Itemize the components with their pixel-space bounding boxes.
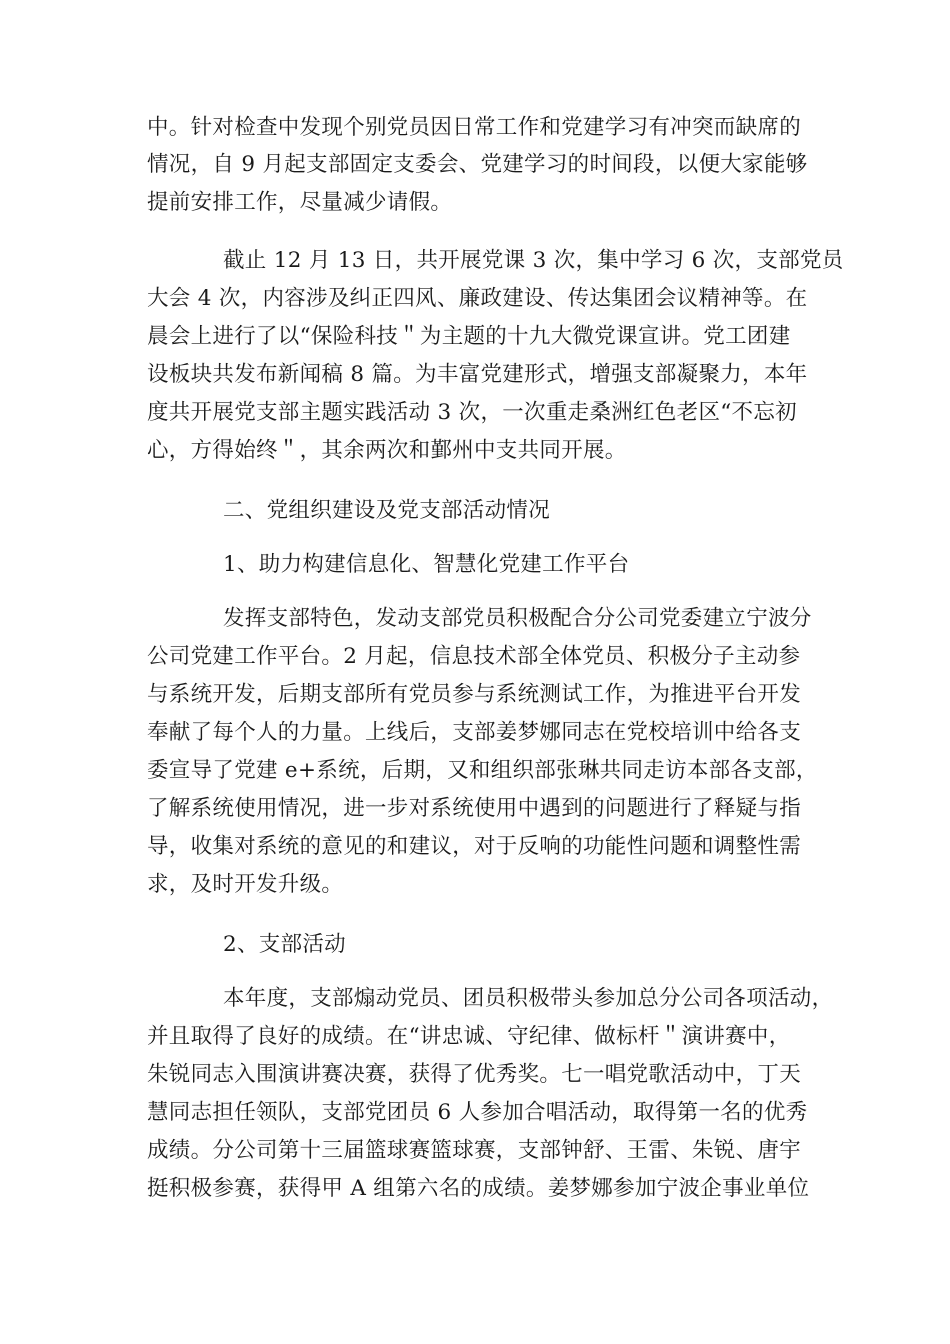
subsection-heading-1: 1、助力构建信息化、智慧化党建工作平台 [223, 552, 630, 577]
paragraph-1-line-3: 提前安排工作，尽量减少请假。 [147, 190, 453, 215]
paragraph-4-line-2: 并且取得了良好的成绩。在“讲忠诚、守纪律、做标杆＂演讲赛中， [147, 1024, 791, 1049]
paragraph-3-line-4: 奉献了每个人的力量。上线后，支部姜梦娜同志在党校培训中给各支 [147, 720, 802, 745]
subsection-heading-2: 2、支部活动 [223, 932, 346, 957]
paragraph-3-line-5: 委宣导了党建 e+系统，后期，又和组织部张琳共同走访本部各支部， [147, 758, 818, 783]
paragraph-4-line-5: 成绩。分公司第十三届篮球赛篮球赛，支部钟舒、王雷、朱锐、唐宇 [147, 1138, 802, 1163]
paragraph-4-line-3: 朱锐同志入围演讲赛决赛，获得了优秀奖。七一唱党歌活动中，丁天 [147, 1062, 802, 1087]
paragraph-2-line-1: 截止 12 月 13 日，共开展党课 3 次，集中学习 6 次，支部党员 [223, 248, 844, 273]
paragraph-2-line-2: 大会 4 次，内容涉及纠正四风、廉政建设、传达集团会议精神等。在 [147, 286, 808, 311]
paragraph-2-line-5: 度共开展党支部主题实践活动 3 次，一次重走桑洲红色老区“不忘初 [147, 400, 797, 425]
paragraph-3-line-6: 了解系统使用情况，进一步对系统使用中遇到的问题进行了释疑与指 [147, 796, 802, 821]
paragraph-4-line-4: 慧同志担任领队，支部党团员 6 人参加合唱活动，取得第一名的优秀 [147, 1100, 808, 1125]
paragraph-1-line-1: 中。针对检查中发现个别党员因日常工作和党建学习有冲突而缺席的 [147, 115, 802, 140]
paragraph-3-line-8: 求，及时开发升级。 [147, 872, 344, 897]
section-heading: 二、党组织建设及党支部活动情况 [223, 498, 551, 523]
paragraph-2-line-3: 晨会上进行了以“保险科技＂为主题的十九大微党课宣讲。党工团建 [147, 324, 791, 349]
paragraph-3-line-3: 与系统开发，后期支部所有党员参与系统测试工作，为推进平台开发 [147, 682, 802, 707]
paragraph-3-line-1: 发挥支部特色，发动支部党员积极配合分公司党委建立宁波分 [223, 606, 812, 631]
paragraph-2-line-4: 设板块共发布新闻稿 8 篇。为丰富党建形式，增强支部凝聚力，本年 [147, 362, 808, 387]
paragraph-3-line-2: 公司党建工作平台。2 月起，信息技术部全体党员、积极分子主动参 [147, 644, 801, 669]
paragraph-4-line-1: 本年度，支部煽动党员、团员积极带头参加总分公司各项活动， [223, 986, 834, 1011]
paragraph-2-line-6: 心，方得始终＂，其余两次和鄞州中支共同开展。 [147, 438, 627, 463]
paragraph-3-line-7: 导，收集对系统的意见的和建议，对于反响的功能性问题和调整性需 [147, 834, 802, 859]
paragraph-1-line-2: 情况，自 9 月起支部固定支委会、党建学习的时间段，以便大家能够 [147, 152, 808, 177]
paragraph-4-line-6: 挺积极参赛，获得甲 A 组第六名的成绩。姜梦娜参加宁波企事业单位 [147, 1176, 810, 1201]
